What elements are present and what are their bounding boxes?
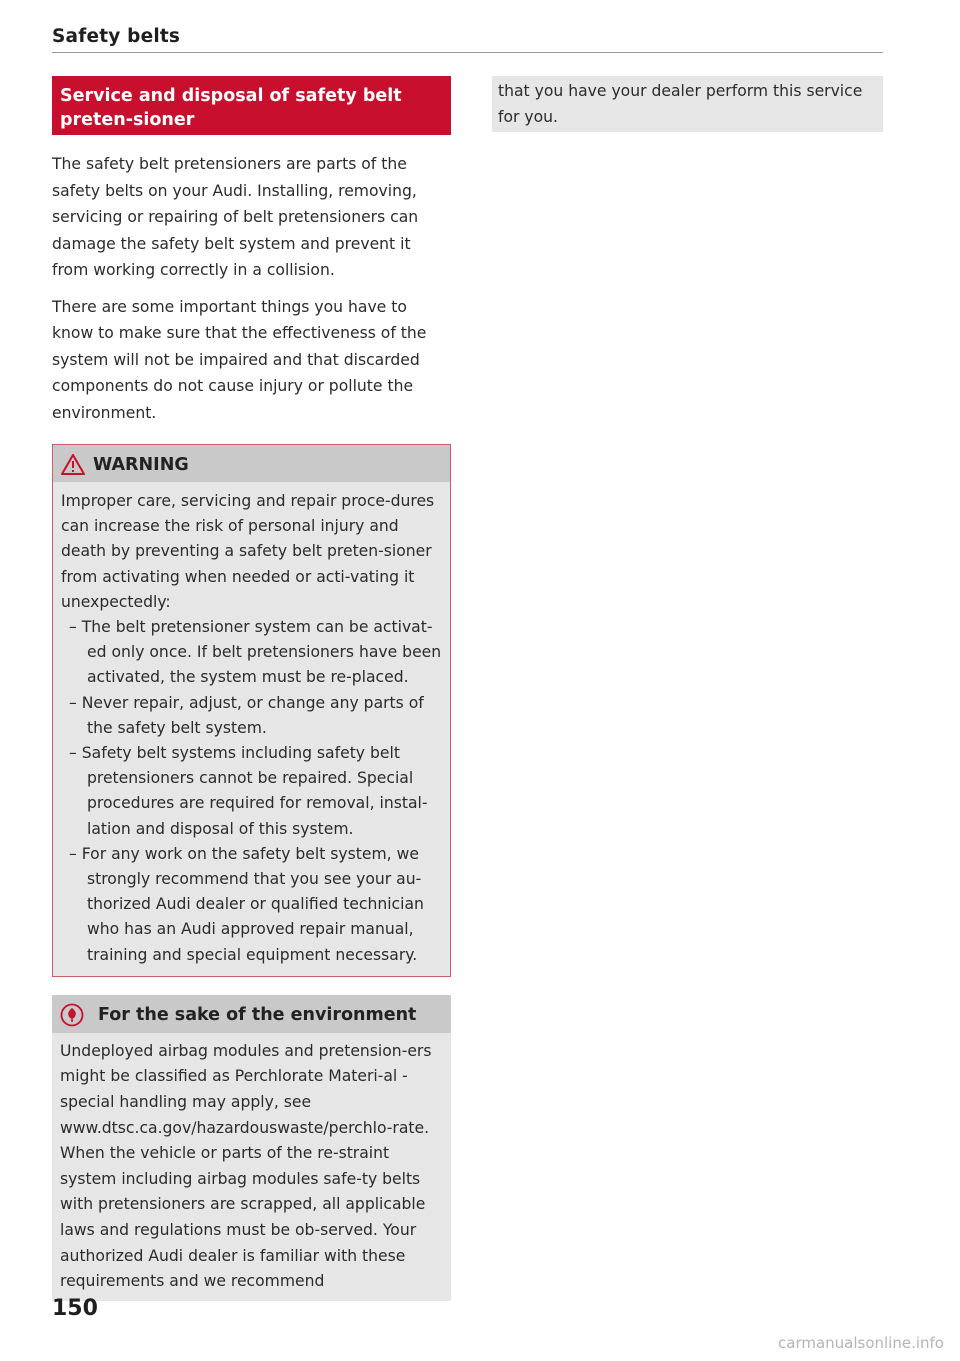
right-column <box>492 76 883 132</box>
environment-body <box>52 1033 451 1301</box>
environment-text: Undeployed airbag modules and pretension-ers might be classified as Perchlorate Materi-al -special handling may apply, see www.dtsc.ca.gov/hazardouswaste/perchlo-rate. When the vehicle or parts of the re-straint system including airbag modules safe-ty belts with pretensioners are scrapped, all applicable laws and regulations must be ob-served. Your authorized Audi dealer is familiar with these requirements and we recommend <box>60 1041 432 1291</box>
warning-box <box>52 444 451 977</box>
warning-triangle-icon <box>61 454 85 475</box>
intro-paragraph-2: There are some important things you have to know to make sure that the effectiveness of the system will not be impaired and that discarded components do not cause injury or pollute the environment. <box>52 297 427 422</box>
running-header-title: Safety belts <box>52 26 181 47</box>
environment-box <box>52 995 451 1301</box>
warning-body <box>53 482 450 976</box>
warning-title: WARNING <box>93 454 189 475</box>
environment-header <box>52 995 451 1033</box>
warning-item: – Safety belt systems including safety belt pretensioners cannot be repaired. Special procedures are required for removal, instal-lation and disposal of this system. <box>61 741 442 842</box>
header-divider <box>52 52 883 53</box>
warning-header <box>53 445 450 482</box>
warning-intro: Improper care, servicing and repair proce-dures can increase the risk of personal injury and death by preventing a safety belt preten-sioner from activating when needed or acti-vating it unexpectedly: <box>61 492 435 611</box>
tree-leaf-icon <box>60 1003 84 1027</box>
section-title: Service and disposal of safety belt preten-sioner <box>52 76 451 135</box>
warning-item: – The belt pretensioner system can be activat-ed only once. If belt pretensioners have been activated, the system must be re-placed. <box>61 615 442 691</box>
environment-continuation-text: that you have your dealer perform this service for you. <box>498 82 863 126</box>
page-number: 150 <box>52 1296 98 1321</box>
environment-continuation-box <box>492 76 883 132</box>
watermark: carmanualsonline.info <box>778 1334 944 1352</box>
intro-paragraph-1: The safety belt pretensioners are parts of the safety belts on your Audi. Installing, removing, servicing or repairing of belt pretensioners can damage the safety belt system and prevent it from working correctly in a collision. <box>52 155 419 279</box>
left-column <box>52 76 451 1301</box>
environment-title: For the sake of the environment <box>98 1004 417 1025</box>
warning-item: – For any work on the safety belt system, we strongly recommend that you see your au-thorized Audi dealer or qualified technician who has an Audi approved repair manual, training and special equipment necessary. <box>61 842 442 968</box>
warning-item: – Never repair, adjust, or change any parts of the safety belt system. <box>61 691 442 741</box>
warning-list <box>61 615 442 968</box>
